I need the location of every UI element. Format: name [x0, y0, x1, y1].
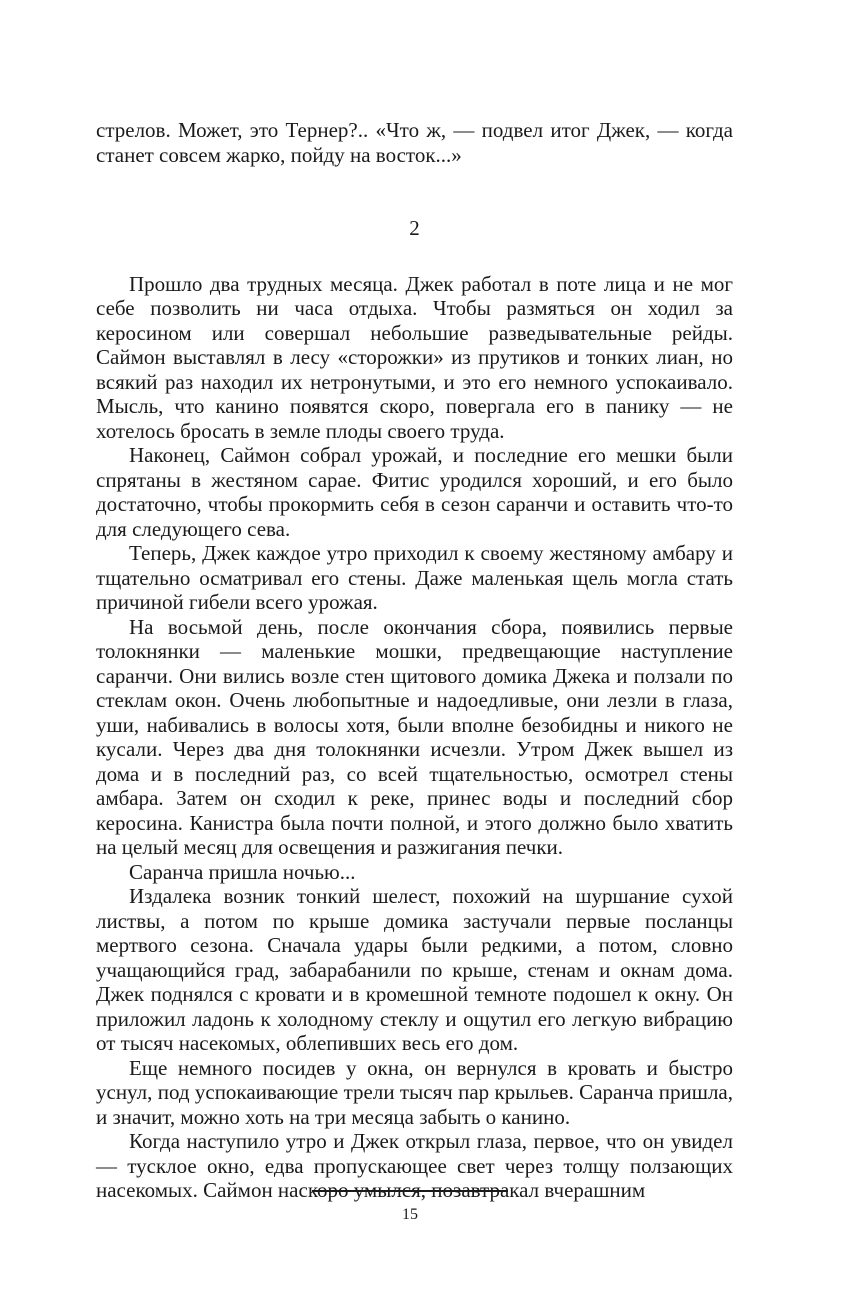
- paragraph: Теперь, Джек каждое утро приходил к своему жестяному амбару и тщательно осматривал его стены. Даже маленькая щель могла стать причиной гибели всего урожая.: [96, 541, 733, 614]
- paragraph: Прошло два трудных месяца. Джек работал в поте лица и не мог себе позволить ни часа отдыха. Чтобы размяться он ходил за керосином или совершал небольшие разведывательные рейды. Саймон выставлял в лесу «сторожки» из прутиков и тонких лиан, но всякий раз находил их нетронутыми, и это его немного успокаивало. Мысль, что канино появятся скоро, повергала его в панику — не хотелось бросать в земле плоды своего труда.: [96, 271, 733, 443]
- paragraph: На восьмой день, после окончания сбора, появились первые толокнянки — маленькие мошки, предвещающие наступление саранчи. Они вились возле стен щитового домика Джека и ползали по стеклам окон. Очень любопытные и надоедливые, они лезли в глаза, уши, набивались в волосы хотя, были вполне безобидны и никого не кусали. Через два дня толокнянки исчезли. Утром Джек вышел из дома и в последний раз, со всей тщательностью, осмотрел стены амбара. Затем он сходил к реке, принес воды и последний сбор керосина. Канистра была почти полной, и этого должно было хватить на целый месяц для освещения и разжигания печки.: [96, 614, 733, 859]
- paragraph: Когда наступило утро и Джек открыл глаза, первое, что он увидел — тусклое окно, едва пропускающее свет через толщу ползающих насекомых. Саймон наскоро умылся, позавтракал вчерашним: [96, 1129, 733, 1202]
- paragraph: Саранча пришла ночью...: [129, 859, 356, 884]
- paragraph: Издалека возник тонкий шелест, похожий на шуршание сухой листвы, а потом по крыше домика застучали первые посланцы мертвого сезона. Сначала удары были редкими, а потом, словно учащающийся град, забарабанили по крыше, стенам и окнам дома. Джек поднялся с кровати и в кромешной темноте подошел к окну. Он приложил ладонь к холодному стеклу и ощутил его легкую вибрацию от тысяч насекомых, облепивших весь его дом.: [96, 884, 733, 1055]
- page-number: 15: [402, 1206, 418, 1223]
- chapter-number: 2: [409, 216, 420, 240]
- page-text: [96, 118, 733, 1203]
- paragraph: Еще немного посидев у окна, он вернулся в кровать и быстро уснул, под успокаивающие трели тысяч пар крыльев. Саранча пришла, и значит, можно хоть на три месяца забыть о канино.: [96, 1055, 733, 1129]
- continuation-paragraph: стрелов. Может, это Тернер?.. «Что ж, — подвел итог Джек, — когда станет совсем жарко, пойду на восток...»: [96, 118, 733, 167]
- paragraph: Наконец, Саймон собрал урожай, и последние его мешки были спрятаны в жестяном сарае. Фитис уродился хороший, и его было достаточно, чтобы прокормить себя в сезон саранчи и оставить что-то для следующего сева.: [96, 443, 733, 541]
- footer-rule: [312, 1190, 508, 1192]
